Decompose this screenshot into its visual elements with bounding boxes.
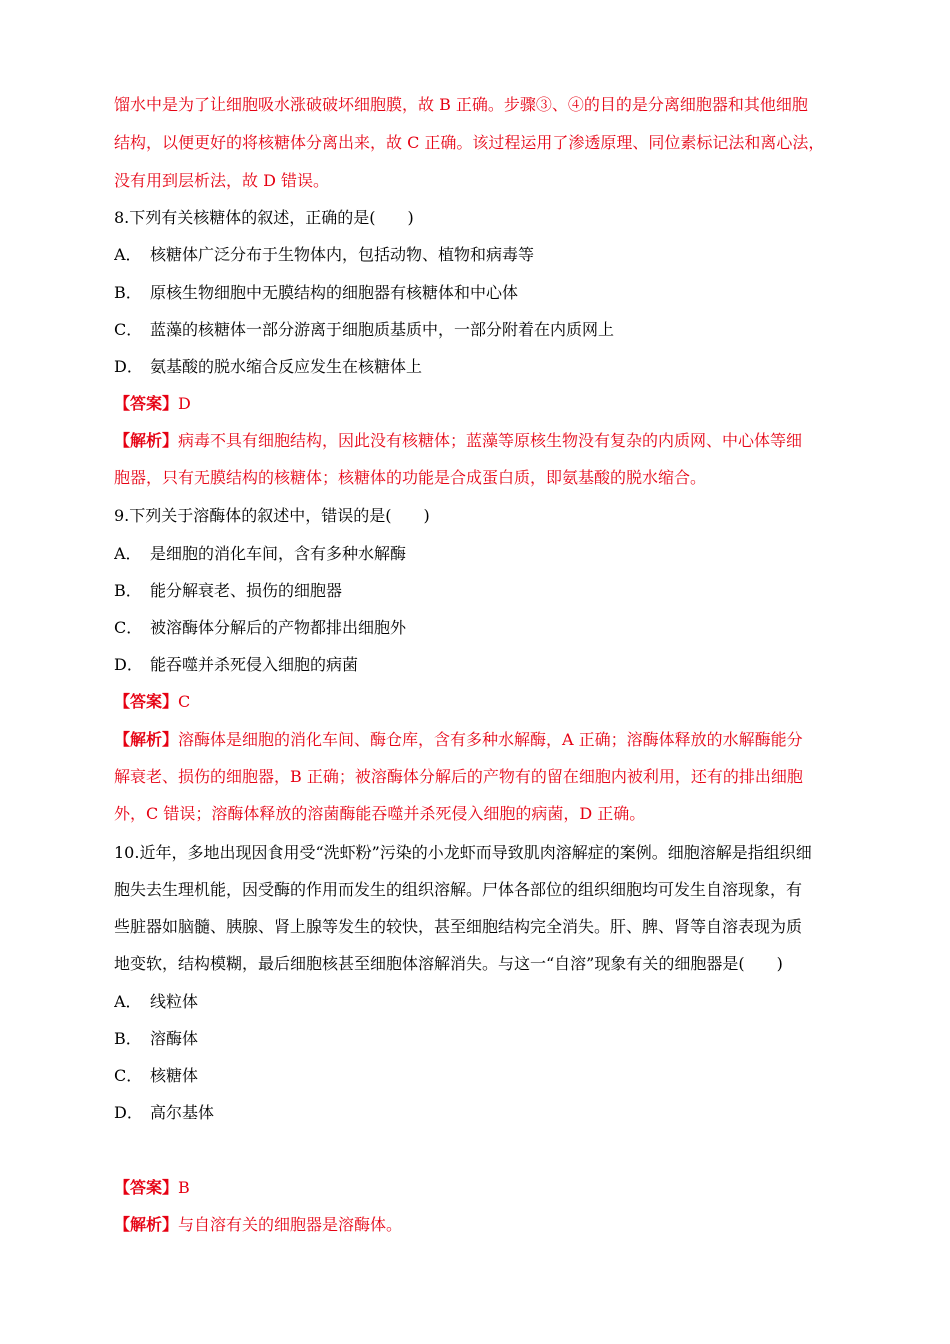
prev-explanation-line: 结构，以便更好的将核糖体分离出来，故 C 正确。该过程运用了渗透原理、同位素标记法和离心法， (114, 133, 825, 152)
analysis-label: 【解析】 (114, 730, 179, 749)
question-10-option-c (114, 1065, 844, 1087)
answer-value: B (178, 1178, 190, 1197)
question-8-option-d (114, 356, 844, 378)
question-9-analysis (114, 729, 844, 751)
analysis-label: 【解析】 (114, 1215, 179, 1234)
option-text: 高尔基体 (150, 1103, 215, 1122)
option-letter: A． (114, 544, 142, 563)
option-text: 氨基酸的脱水缩合反应发生在核糖体上 (150, 357, 423, 376)
option-letter: B． (114, 283, 142, 302)
analysis-label: 【解析】 (114, 431, 179, 450)
option-letter: D． (114, 357, 143, 376)
option-letter: A． (114, 245, 142, 264)
option-letter: C． (114, 618, 143, 637)
option-text: 能分解衰老、损伤的细胞器 (150, 581, 343, 600)
analysis-text: 与自溶有关的细胞器是溶酶体。 (178, 1215, 403, 1234)
question-9-option-b (114, 580, 844, 602)
option-letter: D． (114, 1103, 143, 1122)
option-text: 能吞噬并杀死侵入细胞的病菌 (150, 655, 359, 674)
option-text: 核糖体 (150, 1066, 199, 1085)
question-10-option-a (114, 991, 844, 1013)
question-10-stem-line: 些脏器如脑髓、胰腺、肾上腺等发生的较快，甚至细胞结构完全消失。肝、脾、肾等自溶表现为质 (114, 917, 803, 936)
question-8-option-b (114, 282, 844, 304)
question-9-option-a (114, 543, 844, 565)
option-letter: D． (114, 655, 143, 674)
option-text: 是细胞的消化车间，含有多种水解酶 (150, 544, 407, 563)
answer-label: 【答案】 (114, 1178, 179, 1197)
question-10-answer (114, 1177, 844, 1199)
option-letter: C． (114, 320, 143, 339)
option-text: 被溶酶体分解后的产物都排出细胞外 (150, 618, 407, 637)
analysis-text: 溶酶体是细胞的消化车间、酶仓库，含有多种水解酶，A 正确；溶酶体释放的水解酶能分 (178, 730, 803, 749)
option-letter: B． (114, 1029, 142, 1048)
option-text: 蓝藻的核糖体一部分游离于细胞质基质中，一部分附着在内质网上 (150, 320, 615, 339)
question-10-option-d (114, 1102, 844, 1124)
question-8-stem: 8.下列有关核糖体的叙述，正确的是( ) (114, 208, 414, 227)
option-letter: A． (114, 992, 142, 1011)
question-8-analysis-line: 胞器，只有无膜结构的核糖体；核糖体的功能是合成蛋白质，即氨基酸的脱水缩合。 (114, 468, 707, 487)
prev-explanation-line: 没有用到层析法，故 D 错误。 (114, 171, 330, 190)
question-8-option-a (114, 244, 844, 266)
option-text: 溶酶体 (150, 1029, 199, 1048)
question-10-option-b (114, 1028, 844, 1050)
prev-explanation-line: 馏水中是为了让细胞吸水涨破破坏细胞膜，故 B 正确。步骤③、④的目的是分离细胞器和其他细胞 (114, 95, 808, 114)
option-letter: B． (114, 581, 142, 600)
question-9-stem: 9.下列关于溶酶体的叙述中，错误的是( ) (114, 506, 430, 525)
question-10-stem-line: 地变软，结构模糊，最后细胞核甚至细胞体溶解消失。与这一“自溶”现象有关的细胞器是( ) (114, 954, 783, 973)
answer-value: C (178, 692, 191, 711)
analysis-text: 病毒不具有细胞结构，因此没有核糖体；蓝藻等原核生物没有复杂的内质网、中心体等细 (178, 431, 803, 450)
question-10-stem-line: 胞失去生理机能，因受酶的作用而发生的组织溶解。尸体各部位的组织细胞均可发生自溶现象，有 (114, 880, 803, 899)
answer-label: 【答案】 (114, 394, 179, 413)
question-8-answer (114, 393, 844, 415)
question-9-analysis-line: 解衰老、损伤的细胞器，B 正确；被溶酶体分解后的产物有的留在细胞内被利用，还有的排出细胞 (114, 767, 803, 786)
question-10-analysis (114, 1214, 844, 1236)
question-8-analysis (114, 430, 844, 452)
question-9-option-c (114, 617, 844, 639)
question-9-answer (114, 691, 844, 713)
option-text: 原核生物细胞中无膜结构的细胞器有核糖体和中心体 (150, 283, 519, 302)
question-9-option-d (114, 654, 844, 676)
option-text: 线粒体 (150, 992, 199, 1011)
answer-value: D (178, 394, 191, 413)
option-letter: C． (114, 1066, 143, 1085)
answer-label: 【答案】 (114, 692, 179, 711)
question-10-stem-line: 10.近年，多地出现因食用受“洗虾粉”污染的小龙虾而导致肌肉溶解症的案例。细胞溶解是指组织细 (114, 843, 812, 862)
question-9-analysis-line: 外，C 错误；溶酶体释放的溶菌酶能吞噬并杀死侵入细胞的病菌，D 正确。 (114, 804, 646, 823)
option-text: 核糖体广泛分布于生物体内，包括动物、植物和病毒等 (150, 245, 535, 264)
question-8-option-c (114, 319, 844, 341)
